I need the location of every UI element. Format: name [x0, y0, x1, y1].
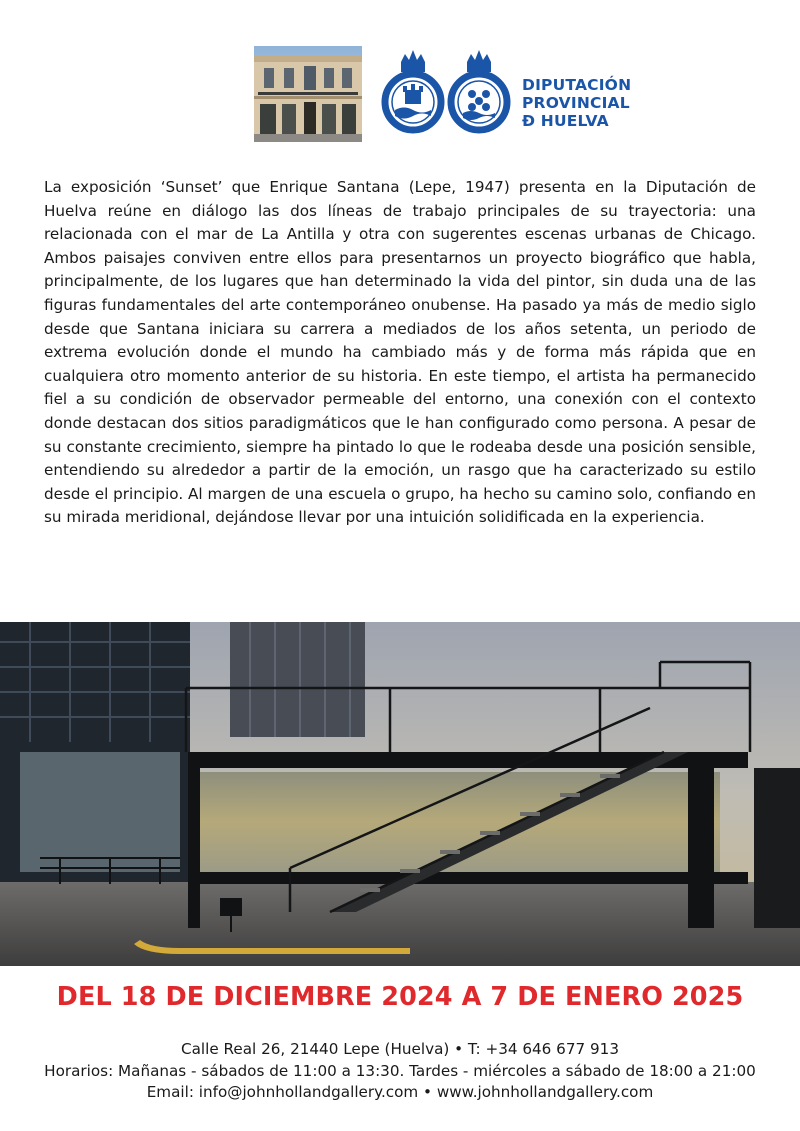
exhibition-description: La exposición ‘Sunset’ que Enrique Santana (Lepe, 1947) presenta en la Diputación de Huelva reúne en diálogo las dos líneas de trabajo principales de su trayectoria: una relacionada con el mar de La Antilla y otra con sugerentes escenas urbanas de Chicago. Ambos paisajes conviven entre ellos para presentarnos un proyecto biográfico que habla, principalmente, de los lugares que han determinado la vida del pintor, sin duda una de las figuras fundamentales del arte contemporáneo onubense. Ha pasado ya más de medio siglo desde que Santana iniciara su carrera a mediados de los años setenta, un periodo de extrema evolución donde el mundo ha cambiado más y de forma más rápida que en cualquiera otro momento anterior de su historia. En este tiempo, el artista ha permanecido fiel a su condición de observador permeable del entorno, una conexión con el contexto donde destacan dos sitios paradigmáticos que le han configurado como persona. A pesar de su constante crecimiento, siempre ha pintado lo que le rodeaba desde una posición sensible, entendiendo su alrededor a partir de la emoción, un rasgo que ha caracterizado su estilo desde el principio. Al margen de una escuela o grupo, ha hecho su camino solo, confiando en su mirada meridional, dejándose llevar por una intuición solidificada en la experiencia.: [44, 178, 756, 527]
organization-name: [522, 76, 631, 130]
org-line-2: PROVINCIAL: [522, 94, 630, 112]
address-line: Calle Real 26, 21440 Lepe (Huelva) • T: +34 646 677 913: [181, 1040, 619, 1058]
sunset-painting: [0, 622, 800, 966]
org-line-3: Ð HUELVA: [522, 112, 609, 130]
exhibition-dates: DEL 18 DE DICIEMBRE 2024 A 7 DE ENERO 2025: [56, 982, 744, 1012]
building-photo: [254, 46, 362, 142]
contact-line: Email: info@johnhollandgallery.com • www.johnhollandgallery.com: [146, 1083, 654, 1101]
diputacion-seal: [380, 44, 512, 144]
header: [254, 44, 654, 144]
org-line-1: DIPUTACIÓN: [522, 76, 632, 94]
hours-line: Horarios: Mañanas - sábados de 11:00 a 13:30. Tardes - miércoles a sábado de 18:00 a 21:00: [44, 1061, 756, 1080]
gallery-info: [0, 1039, 800, 1104]
